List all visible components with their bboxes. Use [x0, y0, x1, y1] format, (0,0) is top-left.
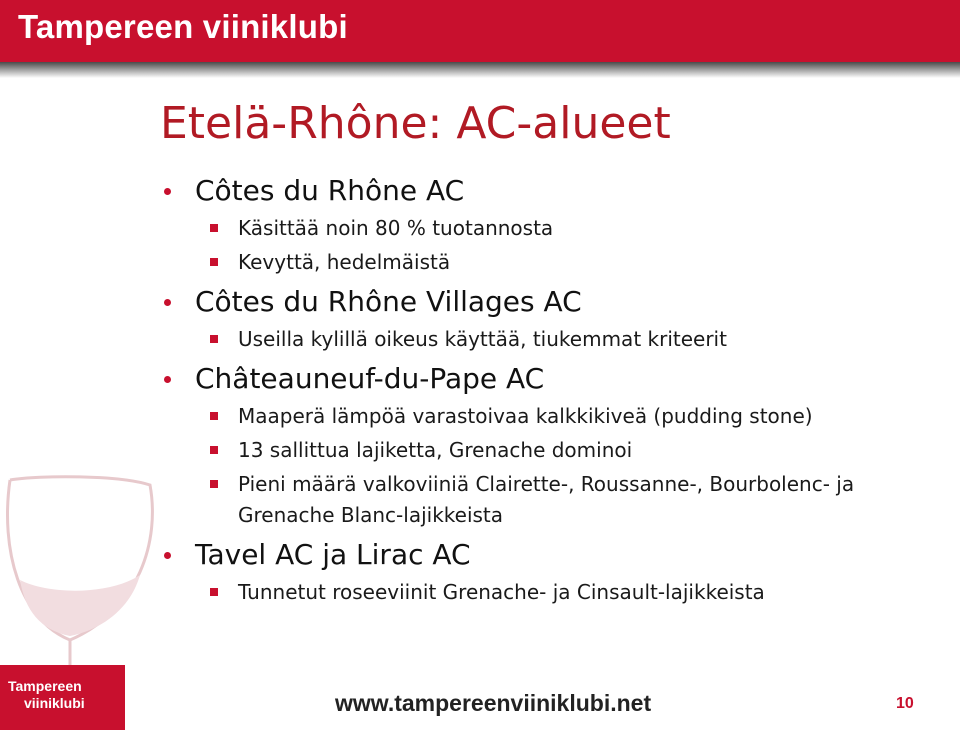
- slide-title: Etelä-Rhône: AC-alueet: [160, 98, 671, 149]
- square-bullet-icon: [210, 446, 218, 454]
- sub-bullet-item-text: Kevyttä, hedelmäistä: [238, 250, 451, 274]
- wine-glass-watermark-icon: [0, 470, 180, 670]
- bullet-dot-icon: [164, 188, 171, 195]
- header-title: Tampereen viiniklubi: [18, 8, 348, 45]
- sub-bullet-item-text: 13 sallittua lajiketta, Grenache dominoi: [238, 438, 633, 462]
- page-number: 10: [896, 695, 914, 712]
- square-bullet-icon: [210, 335, 218, 343]
- bullet-item: [162, 537, 942, 573]
- sub-bullet-item: [162, 324, 942, 355]
- square-bullet-icon: [210, 412, 218, 420]
- bullet-dot-icon: [164, 552, 171, 559]
- sub-bullet-item-text: Tunnetut roseeviinit Grenache- ja Cinsault-lajikkeista: [238, 580, 765, 604]
- sub-bullet-item-text: Maaperä lämpöä varastoivaa kalkkikiveä (pudding stone): [238, 404, 813, 428]
- footer-logo-text-line2: viiniklubi: [24, 695, 85, 711]
- bullet-dot-icon: [164, 376, 171, 383]
- sub-bullet-item-text: Pieni määrä valkoviiniä Clairette-, Roussanne-, Bourbolenc- ja Grenache Blanc-lajikkeista: [238, 472, 855, 527]
- sub-bullet-item: [162, 247, 942, 278]
- square-bullet-icon: [210, 480, 218, 488]
- bullet-item: [162, 284, 942, 320]
- bullet-item: [162, 173, 942, 209]
- sub-bullet-item: [162, 577, 942, 608]
- sub-bullet-item: [162, 401, 942, 432]
- square-bullet-icon: [210, 588, 218, 596]
- sub-bullet-item: [162, 469, 942, 531]
- bullet-dot-icon: [164, 299, 171, 306]
- footer-url: www.tampereenviiniklubi.net: [335, 690, 652, 716]
- header-shadow: [0, 62, 960, 78]
- bullet-item-text: Châteauneuf-du-Pape AC: [195, 362, 545, 395]
- bullet-item: [162, 361, 942, 397]
- sub-bullet-item: [162, 213, 942, 244]
- sub-bullet-item-text: Useilla kylillä oikeus käyttää, tiukemmat kriteerit: [238, 327, 727, 351]
- bullet-list: [162, 173, 942, 608]
- footer-logo-text-line1: Tampereen: [8, 678, 82, 694]
- square-bullet-icon: [210, 224, 218, 232]
- bullet-item-text: Côtes du Rhône Villages AC: [195, 285, 582, 318]
- bullet-item-text: Tavel AC ja Lirac AC: [195, 538, 471, 571]
- bullet-item-text: Côtes du Rhône AC: [195, 174, 465, 207]
- square-bullet-icon: [210, 258, 218, 266]
- sub-bullet-item: [162, 435, 942, 466]
- sub-bullet-item-text: Käsittää noin 80 % tuotannosta: [238, 216, 554, 240]
